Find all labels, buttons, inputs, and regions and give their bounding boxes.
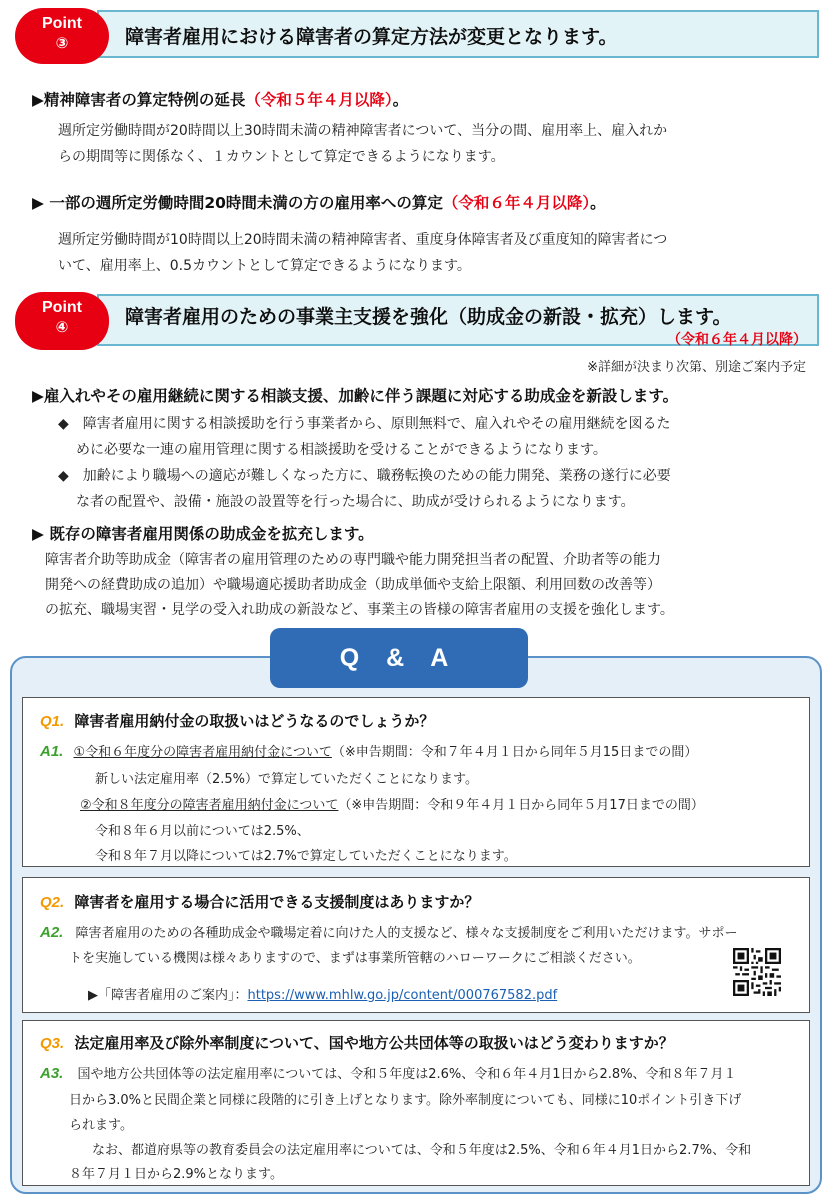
q1-label: Q1. xyxy=(40,713,65,730)
a1-line3: ②令和８年度分の障害者雇用納付金について（※申告期間：令和９年４月１日から同年５月17日までの間） xyxy=(80,798,704,813)
point4-note: ※詳細が決まり次第、別途ご案内予定 xyxy=(587,360,806,375)
q1-question: Q1. 障害者雇用納付金の取扱いはどうなるのでしょうか？ xyxy=(40,712,435,730)
period-label: （令和６年４月以降） xyxy=(442,194,591,212)
point3-title-box xyxy=(97,10,819,58)
a1-line4: 令和８年６月以前については2.5%、 xyxy=(95,824,310,839)
point4-badge xyxy=(15,292,109,350)
a2-link-line: ▶「障害者雇用のご案内」：https://www.mhlw.go.jp/content/000767582.pdf xyxy=(88,988,558,1003)
point3-badge-number: ③ xyxy=(55,34,69,52)
a2-line1: A2. 障害者雇用のための各種助成金や職場定着に向けた人的支援など、様々な支援制度をご利用いただけます。サポー xyxy=(40,924,738,941)
qa-title: Q & A xyxy=(270,628,528,688)
a3-label: A3. xyxy=(40,1065,64,1082)
point3-header xyxy=(15,10,819,58)
point4-badge-number: ④ xyxy=(55,318,69,336)
point4-badge-word: Point xyxy=(42,299,82,316)
a1-line2: 新しい法定雇用率（2.5%）で算定していただくことになります。 xyxy=(95,772,478,787)
point4-item2-text: 障害者介助等助成金（障害者の雇用管理のための専門職や能力開発担当者の配置、介助者等の能力 開発への経費助成の追加）や職場適応援助者助成金（助成単価や支給上限額、利用回数の改善等） の拡充、職場実習・見学の受入れ助成の新設など、事業主の皆様の障害者雇用の支援を強化します。 xyxy=(45,552,674,618)
a1-label: A1. xyxy=(40,743,64,760)
point3-title: 障害者雇用における障害者の算定方法が変更となります。 xyxy=(125,26,618,48)
a1-line1: A1. ①令和６年度分の障害者雇用納付金について（※申告期間：令和７年４月１日から同年５月15日までの間） xyxy=(40,743,698,760)
point3-item2-heading: ▶ 一部の週所定労働時間20時間未満の方の雇用率への算定（令和６年４月以降）。 xyxy=(32,194,606,212)
q3-label: Q3. xyxy=(40,1035,65,1052)
point4-header xyxy=(15,294,819,346)
point4-title: 障害者雇用のための事業主支援を強化（助成金の新設・拡充）します。 xyxy=(125,306,732,328)
a2-label: A2. xyxy=(40,924,64,941)
a1-line5: 令和８年７月以降については2.7%で算定していただくことになります。 xyxy=(95,849,517,864)
guide-pdf-link[interactable]: https://www.mhlw.go.jp/content/000767582.pdf xyxy=(247,988,558,1003)
point4-item1-heading: ▶雇入れやその雇用継続に関する相談支援、加齢に伴う課題に対応する助成金を新設します。 xyxy=(32,387,679,405)
a2-line2: トを実施している機関は様々ありますので、まずは事業所管轄のハローワークにご相談ください。 xyxy=(69,951,641,966)
point3-item1-text: 週所定労働時間が20時間以上30時間未満の精神障害者について、当分の間、雇用率上、雇入れか らの期間等に関係なく、１カウントとして算定できるようになります。 xyxy=(58,123,668,165)
q2-label: Q2. xyxy=(40,894,65,911)
a3-line4: なお、都道府県等の教育委員会の法定雇用率については、令和５年度は2.5%、令和６年４月1日から2.7%、令和 xyxy=(92,1143,752,1158)
point4-bullet2: ◆ 加齢により職場への適応が難しくなった方に、職務転換のための能力開発、業務の遂行に必要 な者の配置や、設備・施設の設置等を行った場合に、助成が受けられるようになります。 xyxy=(58,468,671,510)
a3-line5: ８年７月１日から2.9%となります。 xyxy=(69,1167,283,1182)
point3-item2-text: 週所定労働時間が10時間以上20時間未満の精神障害者、重度身体障害者及び重度知的障害者につ いて、雇用率上、0.5カウントとして算定できるようになります。 xyxy=(58,232,668,274)
period-label: （令和５年４月以降） xyxy=(245,91,393,109)
point4-item2-heading: ▶ 既存の障害者雇用関係の助成金を拡充します。 xyxy=(32,525,374,543)
point4-period: （令和６年４月以降） xyxy=(667,332,807,348)
a3-line3: られます。 xyxy=(69,1118,133,1133)
point3-item1-heading: ▶精神障害者の算定特例の延長（令和５年４月以降）。 xyxy=(32,91,409,109)
qr-code-icon[interactable] xyxy=(733,948,781,996)
q2-question: Q2. 障害者を雇用する場合に活用できる支援制度はありますか？ xyxy=(40,893,480,911)
point3-badge-word: Point xyxy=(42,15,82,32)
a3-line2: 日から3.0%と民間企業と同様に段階的に引き上げとなります。除外率制度についても、同様に10ポイント引き下げ xyxy=(69,1093,742,1108)
point4-bullet1: ◆ 障害者雇用に関する相談援助を行う事業者から、原則無料で、雇入れやその雇用継続を図るた めに必要な一連の雇用管理に関する相談援助を受けることができるようになります。 xyxy=(58,416,671,458)
point3-badge xyxy=(15,8,109,64)
point4-title-box xyxy=(97,294,819,346)
q3-question: Q3. 法定雇用率及び除外率制度について、国や地方公共団体等の取扱いはどう変わりますか？ xyxy=(40,1034,674,1052)
a3-line1: A3. 国や地方公共団体等の法定雇用率については、令和５年度は2.6%、令和６年４月1日から2.8%、令和８年７月１ xyxy=(40,1065,737,1082)
